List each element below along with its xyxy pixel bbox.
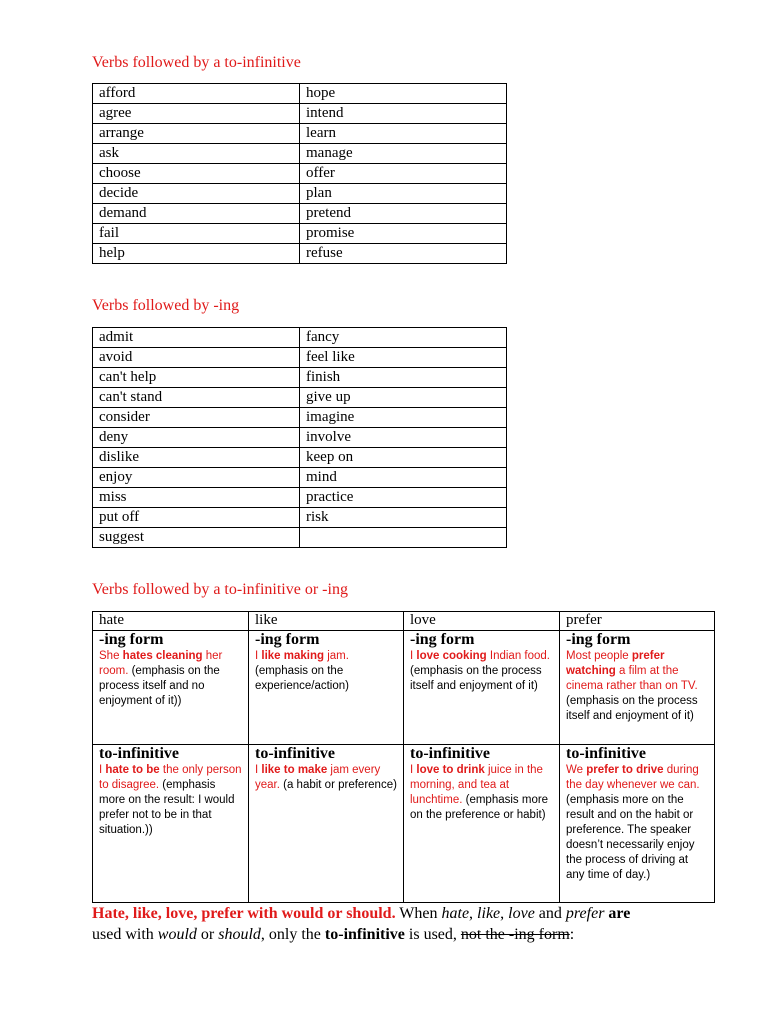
- heading-to-infinitive: Verbs followed by a to-infinitive: [92, 54, 301, 71]
- table-row: [93, 104, 507, 124]
- verb-cell: mind: [300, 468, 507, 488]
- footer-would: would: [157, 926, 197, 943]
- verb-cell: involve: [300, 428, 507, 448]
- example-pre: I: [410, 650, 417, 662]
- example-note: (emphasis more on the result: I would prefer not to be in that situation.)): [99, 779, 235, 836]
- example-note: (emphasis more on the result and on the habit or preference. The speaker doesn’t necessarily enjoy the process of driving at any time of day.): [566, 794, 695, 881]
- column-header: prefer: [560, 612, 715, 631]
- example-post: a film at the cinema rather than on TV.: [566, 665, 698, 692]
- example-post: jam every year.: [255, 764, 381, 791]
- verb-cell: refuse: [300, 244, 507, 264]
- example-post: Indian food.: [486, 650, 550, 662]
- example-verb: love to drink: [416, 764, 485, 776]
- example-note: (emphasis more on the preference or habit): [410, 794, 549, 821]
- to-infinitive-verbs-table: [92, 83, 507, 264]
- verb-cell: help: [93, 244, 300, 264]
- verb-cell: plan: [300, 184, 507, 204]
- footer-text: or: [196, 926, 219, 943]
- example-pre: I: [99, 764, 106, 776]
- table-row: [93, 488, 507, 508]
- example-post: her room.: [99, 650, 223, 677]
- footer-sep: ,: [500, 905, 509, 922]
- usage-cell: [93, 631, 249, 745]
- usage-example: [566, 763, 708, 883]
- ing-verbs-table: [92, 327, 507, 548]
- verb-cell: keep on: [300, 448, 507, 468]
- form-title: to-infinitive: [99, 745, 179, 762]
- example-pre: I: [410, 764, 417, 776]
- verb-cell: suggest: [93, 528, 300, 548]
- verb-cell: afford: [93, 84, 300, 104]
- verb-cell: imagine: [300, 408, 507, 428]
- table-row: [93, 144, 507, 164]
- form-title: -ing form: [410, 631, 475, 648]
- table-row: [93, 244, 507, 264]
- form-title: -ing form: [566, 631, 631, 648]
- footer-hate: hate: [441, 905, 470, 922]
- example-verb: like to make: [261, 764, 328, 776]
- verb-cell: learn: [300, 124, 507, 144]
- verb-cell: put off: [93, 508, 300, 528]
- example-post: during the day whenever we can.: [566, 764, 700, 791]
- example-pre: I: [255, 650, 262, 662]
- verb-cell: intend: [300, 104, 507, 124]
- verb-cell: offer: [300, 164, 507, 184]
- table-row: [93, 204, 507, 224]
- example-verb: like making: [261, 650, 325, 662]
- footer-text: When: [395, 905, 442, 922]
- table-row: [93, 84, 507, 104]
- table-row: [93, 408, 507, 428]
- usage-cell: [249, 631, 404, 745]
- footer-text: is used,: [404, 926, 461, 943]
- form-title: -ing form: [99, 631, 164, 648]
- example-post: juice in the morning, and tea at lunchtime.: [410, 764, 543, 806]
- example-note: (emphasis on the experience/action): [255, 665, 349, 692]
- verb-cell: can't help: [93, 368, 300, 388]
- footer-like: like: [477, 905, 501, 922]
- table-row: [93, 448, 507, 468]
- verb-cell: hope: [300, 84, 507, 104]
- verb-cell: enjoy: [93, 468, 300, 488]
- verb-cell: promise: [300, 224, 507, 244]
- table-row: [93, 388, 507, 408]
- example-verb: hate to be: [105, 764, 160, 776]
- verb-cell: deny: [93, 428, 300, 448]
- table-row: [93, 508, 507, 528]
- table-row: [93, 224, 507, 244]
- column-header: love: [404, 612, 560, 631]
- table-row: [93, 528, 507, 548]
- heading-both: Verbs followed by a to-infinitive or -ing: [92, 581, 348, 598]
- verb-cell: ask: [93, 144, 300, 164]
- footer-text: used with: [92, 926, 158, 943]
- example-note: (emphasis on the process itself and enjoyment of it): [566, 695, 698, 722]
- verb-cell: consider: [93, 408, 300, 428]
- example-note: (emphasis on the process itself and enjoyment of it): [410, 665, 542, 692]
- table-row: [93, 328, 507, 348]
- table-row: [93, 368, 507, 388]
- verb-cell: pretend: [300, 204, 507, 224]
- verb-cell: admit: [93, 328, 300, 348]
- usage-cell: [404, 745, 560, 903]
- form-title: to-infinitive: [255, 745, 335, 762]
- usage-example: [566, 649, 708, 724]
- table-row: [93, 164, 507, 184]
- usage-example: [410, 763, 553, 823]
- example-note: (emphasis on the process itself and no enjoyment of it)): [99, 665, 220, 707]
- usage-cell: [404, 631, 560, 745]
- example-note: (a habit or preference): [279, 779, 397, 791]
- table-row: [93, 428, 507, 448]
- infinitive-or-ing-table: [92, 611, 715, 903]
- usage-cell: [93, 745, 249, 903]
- example-post: jam.: [324, 650, 349, 662]
- verb-cell: risk: [300, 508, 507, 528]
- footer-sep: ,: [469, 905, 478, 922]
- footer-text: , only the: [260, 926, 325, 943]
- verb-cell: demand: [93, 204, 300, 224]
- verb-cell: give up: [300, 388, 507, 408]
- verb-cell: fail: [93, 224, 300, 244]
- heading-ing: Verbs followed by -ing: [92, 297, 240, 314]
- verb-cell: can't stand: [93, 388, 300, 408]
- example-verb: hates cleaning: [122, 650, 203, 662]
- verb-cell: avoid: [93, 348, 300, 368]
- example-pre: I: [255, 764, 262, 776]
- example-verb: prefer to drive: [586, 764, 664, 776]
- verb-cell: finish: [300, 368, 507, 388]
- table-row: [93, 348, 507, 368]
- verb-cell: agree: [93, 104, 300, 124]
- table-row: [93, 468, 507, 488]
- footer-are: are: [604, 905, 631, 922]
- footer-colon: :: [569, 926, 575, 943]
- verb-cell: miss: [93, 488, 300, 508]
- verb-cell: practice: [300, 488, 507, 508]
- verb-cell: [300, 528, 507, 548]
- verb-cell: choose: [93, 164, 300, 184]
- usage-cell: [560, 631, 715, 745]
- verb-cell: decide: [93, 184, 300, 204]
- footer-prefer: prefer: [565, 905, 605, 922]
- example-pre: She: [99, 650, 123, 662]
- verb-cell: fancy: [300, 328, 507, 348]
- column-header: hate: [93, 612, 249, 631]
- form-title: to-infinitive: [566, 745, 646, 762]
- verb-cell: manage: [300, 144, 507, 164]
- usage-cell: [560, 745, 715, 903]
- usage-example: [255, 649, 397, 694]
- table-row: [93, 184, 507, 204]
- usage-example: [99, 649, 242, 709]
- example-post: the only person to disagree.: [99, 764, 242, 791]
- footer-should: should: [218, 926, 261, 943]
- table-row: [93, 124, 507, 144]
- example-verb: love cooking: [416, 650, 487, 662]
- verb-cell: arrange: [93, 124, 300, 144]
- usage-example: [99, 763, 242, 838]
- form-title: to-infinitive: [410, 745, 490, 762]
- footer-love: love: [508, 905, 535, 922]
- footer-to-infinitive: to-infinitive: [324, 926, 405, 943]
- footer-strikethrough: not the -ing form: [460, 926, 570, 943]
- example-pre: We: [566, 764, 587, 776]
- verb-cell: feel like: [300, 348, 507, 368]
- verb-cell: dislike: [93, 448, 300, 468]
- usage-cell: [249, 745, 404, 903]
- usage-example: [410, 649, 553, 694]
- footer-text: and: [534, 905, 566, 922]
- usage-example: [255, 763, 397, 793]
- footer-paragraph: [92, 903, 712, 945]
- column-header: like: [249, 612, 404, 631]
- example-pre: Most people: [566, 650, 632, 662]
- footer-red-title: Hate, like, love, prefer with would or should.: [92, 905, 396, 922]
- example-verb: prefer watching: [566, 650, 665, 677]
- form-title: -ing form: [255, 631, 320, 648]
